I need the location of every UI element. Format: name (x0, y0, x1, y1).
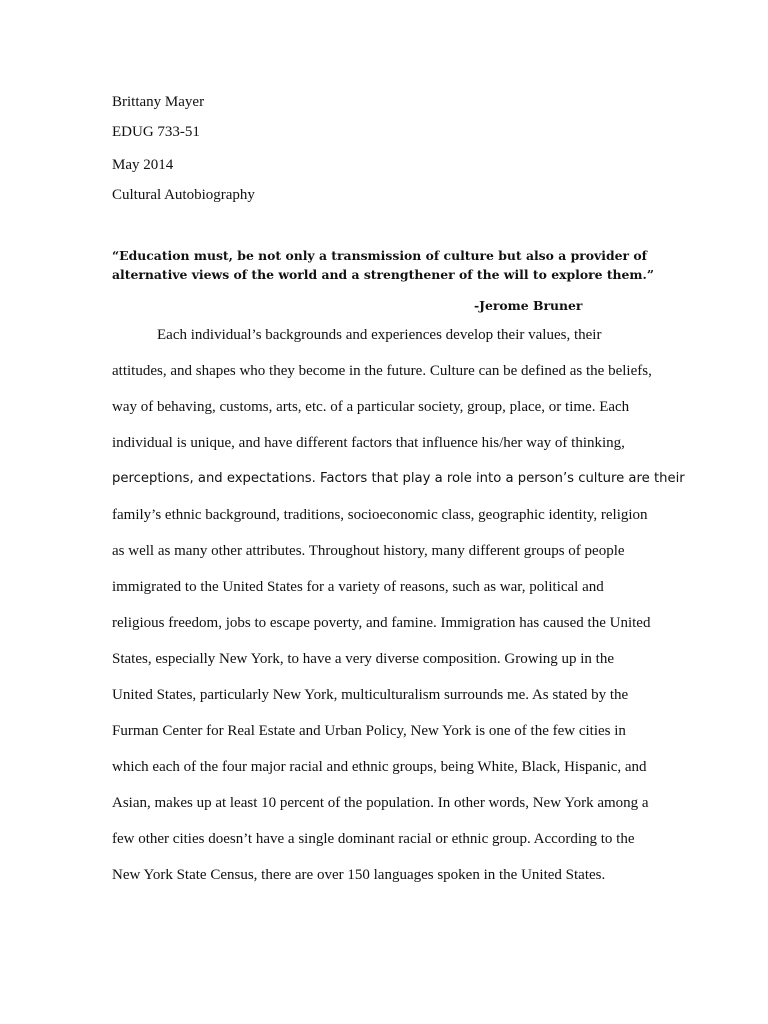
body-line: States, especially New York, to have a very diverse composition. Growing up in the (112, 651, 614, 667)
course-code: EDUG 733-51 (112, 124, 200, 140)
body-line: New York State Census, there are over 150 languages spoken in the United States. (112, 867, 606, 883)
body-line: religious freedom, jobs to escape poverty, and famine. Immigration has caused the United (112, 615, 651, 631)
body-line: few other cities doesn’t have a single dominant racial or ethnic group. According to the (112, 831, 635, 847)
document-title: Cultural Autobiography (112, 187, 255, 203)
epigraph-quote (112, 246, 672, 284)
body-line: which each of the four major racial and ethnic groups, being White, Black, Hispanic, and (112, 759, 647, 775)
body-line: individual is unique, and have different factors that influence his/her way of thinking, (112, 435, 625, 451)
body-line: family’s ethnic background, traditions, socioeconomic class, geographic identity, religion (112, 507, 648, 523)
body-line: as well as many other attributes. Throughout history, many different groups of people (112, 543, 625, 559)
body-line: way of behaving, customs, arts, etc. of a particular society, group, place, or time. Each (112, 399, 630, 415)
author-name: Brittany Mayer (112, 94, 205, 110)
body-line: perceptions, and expectations. Factors that play a role into a person’s culture are their (112, 471, 685, 486)
body-line: attitudes, and shapes who they become in the future. Culture can be defined as the beliefs, (112, 363, 652, 379)
body-line: Asian, makes up at least 10 percent of the population. In other words, New York among a (112, 795, 649, 811)
body-line: Each individual’s backgrounds and experiences develop their values, their (157, 327, 602, 343)
document-date: May 2014 (112, 157, 174, 173)
body-line: immigrated to the United States for a variety of reasons, such as war, political and (112, 579, 604, 595)
body-line: United States, particularly New York, multiculturalism surrounds me. As stated by the (112, 687, 629, 703)
epigraph-attribution: -Jerome Bruner (474, 298, 583, 313)
epigraph-line: alternative views of the world and a strengthener of the will to explore them.” (112, 267, 654, 282)
body-line: Furman Center for Real Estate and Urban Policy, New York is one of the few cities in (112, 723, 626, 739)
body-paragraph (112, 324, 685, 900)
epigraph-line: “Education must, be not only a transmission of culture but also a provider of (112, 248, 647, 263)
